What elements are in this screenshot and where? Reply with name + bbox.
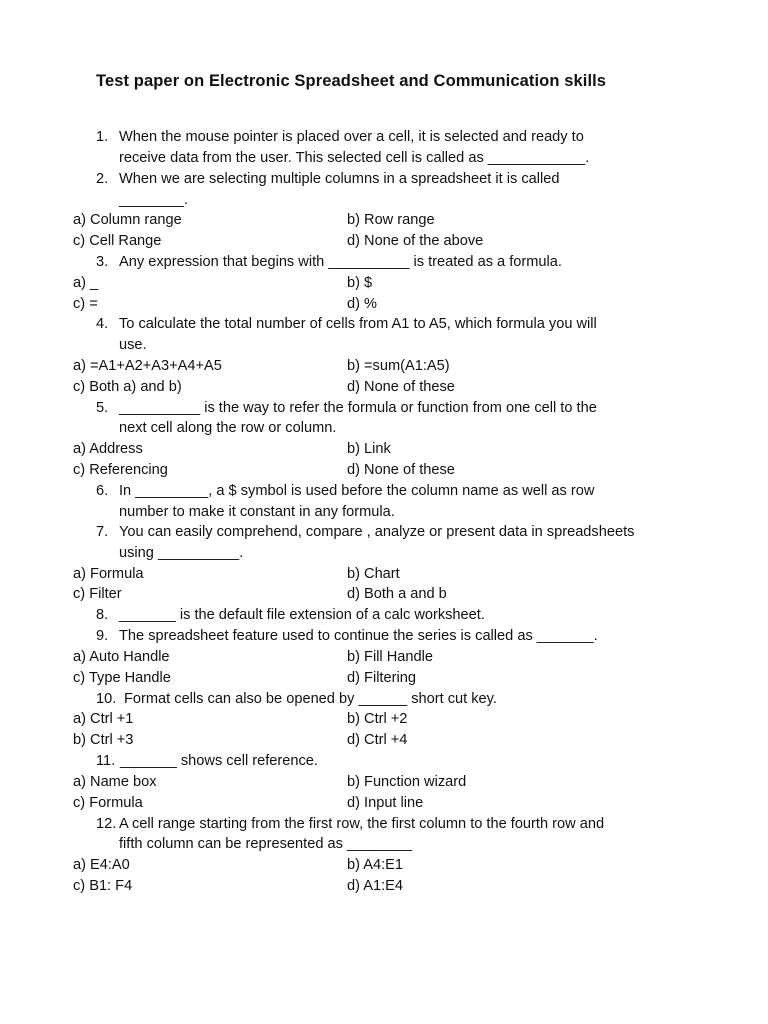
answer-option: a) Address (73, 441, 143, 457)
answer-option: b) =sum(A1:A5) (347, 358, 450, 374)
question-number: 2. (96, 171, 109, 187)
page-title: Test paper on Electronic Spreadsheet and Communication skills (96, 72, 607, 90)
answer-option: b) Link (347, 441, 391, 457)
question-text: To calculate the total number of cells from A1 to A5, which formula you will (119, 316, 597, 332)
answer-option: d) Input line (347, 795, 424, 811)
answer-option: d) Filtering (347, 670, 416, 686)
question-number: 1. (96, 129, 109, 145)
question-text: _______ shows cell reference. (120, 753, 318, 769)
question-text: receive data from the user. This selected cell is called as ____________. (119, 150, 590, 166)
answer-option: a) =A1+A2+A3+A4+A5 (73, 358, 222, 374)
answer-option: a) E4:A0 (73, 857, 130, 873)
question-text: The spreadsheet feature used to continue the series is called as _______. (119, 628, 598, 644)
question-number: 3. (96, 254, 109, 270)
question-text: use. (119, 337, 147, 353)
answer-option: c) Referencing (73, 462, 168, 478)
question-text: A cell range starting from the first row, the first column to the fourth row and (119, 816, 605, 832)
answer-option: b) Ctrl +2 (347, 711, 408, 727)
question-text: fifth column can be represented as ________ (119, 836, 412, 852)
answer-option: c) B1: F4 (73, 878, 133, 894)
answer-option: b) Ctrl +3 (73, 732, 134, 748)
answer-option: a) Ctrl +1 (73, 711, 134, 727)
answer-option: a) Formula (73, 566, 144, 582)
answer-option: c) Type Handle (73, 670, 171, 686)
question-text: Any expression that begins with __________ is treated as a formula. (119, 254, 562, 270)
answer-option: a) Name box (73, 774, 157, 790)
question-text: next cell along the row or column. (119, 420, 337, 436)
question-number: 6. (96, 483, 109, 499)
answer-option: a) Auto Handle (73, 649, 170, 665)
answer-option: c) = (73, 296, 98, 312)
question-number: 11. (96, 753, 116, 769)
answer-option: d) None of these (347, 379, 455, 395)
question-number: 8. (96, 607, 109, 623)
answer-option: c) Cell Range (73, 233, 162, 249)
answer-option: c) Both a) and b) (73, 379, 182, 395)
question-text: number to make it constant in any formula. (119, 504, 395, 520)
answer-option: d) None of these (347, 462, 455, 478)
answer-option: c) Formula (73, 795, 143, 811)
question-text: In _________, a $ symbol is used before the column name as well as row (119, 483, 595, 499)
question-text: ________. (119, 192, 188, 208)
answer-option: d) None of the above (347, 233, 484, 249)
answer-option: b) $ (347, 275, 373, 291)
answer-option: b) Function wizard (347, 774, 467, 790)
question-text: When the mouse pointer is placed over a cell, it is selected and ready to (119, 129, 584, 145)
question-text: When we are selecting multiple columns in a spreadsheet it is called (119, 171, 560, 187)
answer-option: d) A1:E4 (347, 878, 403, 894)
question-text: _______ is the default file extension of a calc worksheet. (119, 607, 485, 623)
question-text: __________ is the way to refer the formula or function from one cell to the (119, 400, 597, 416)
answer-option: d) % (347, 296, 378, 312)
question-number: 7. (96, 524, 109, 540)
answer-option: b) Fill Handle (347, 649, 433, 665)
question-number: 9. (96, 628, 109, 644)
answer-option: b) Chart (347, 566, 400, 582)
answer-option: b) A4:E1 (347, 857, 403, 873)
question-number: 5. (96, 400, 109, 416)
question-number: 4. (96, 316, 109, 332)
answer-option: c) Filter (73, 586, 122, 602)
answer-option: b) Row range (347, 212, 435, 228)
question-text: You can easily comprehend, compare , analyze or present data in spreadsheets (119, 524, 635, 540)
question-text: using __________. (119, 545, 244, 561)
question-number: 10. (96, 691, 117, 707)
answer-option: d) Both a and b (347, 586, 447, 602)
answer-option: d) Ctrl +4 (347, 732, 408, 748)
question-number: 12. (96, 816, 117, 832)
answer-option: a) _ (73, 275, 99, 291)
answer-option: a) Column range (73, 212, 182, 228)
question-text: Format cells can also be opened by ______ short cut key. (124, 691, 497, 707)
